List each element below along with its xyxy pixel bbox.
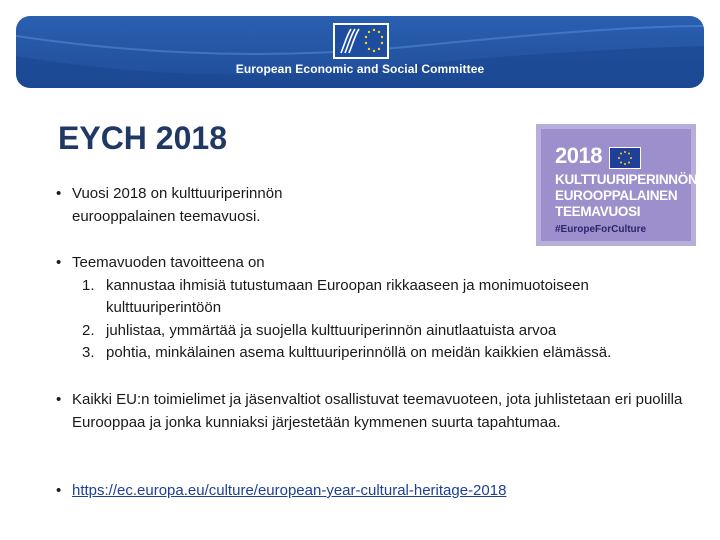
bullet-3-text: Kaikki EU:n toimielimet ja jäsenvaltiot osallistuvat teemavuoteen, jota juhlistetaan eri puolilla Eurooppaa ja jonka kunniaksi järjestetään kymmenen suurta tapahtumaa. bbox=[72, 391, 683, 431]
list-item-text: kannustaa ihmisiä tutustumaan Euroopan rikkaaseen ja monimuotoiseen kulttuuriperintöön bbox=[106, 276, 589, 316]
list-item bbox=[82, 342, 716, 365]
bullet-2-text: Teemavuoden tavoitteena on bbox=[72, 254, 265, 271]
slide-title: EYCH 2018 bbox=[58, 120, 227, 156]
list-item bbox=[82, 275, 716, 320]
bullet-dot: • bbox=[56, 482, 62, 499]
list-item-text: pohtia, minkälainen asema kulttuuriperinnöllä on meidän kaikkien elämässä. bbox=[106, 344, 612, 361]
bullet-dot: • bbox=[56, 391, 62, 408]
badge-hashtag: #EuropeForCulture bbox=[555, 224, 647, 235]
bullet-1 bbox=[56, 183, 346, 228]
culture-heritage-link[interactable]: https://ec.europa.eu/culture/european-year-cultural-heritage-2018 bbox=[72, 482, 507, 499]
list-number: 2. bbox=[82, 321, 95, 339]
eesc-logo-icon bbox=[333, 23, 389, 59]
badge-line-2: EUROOPPALAINEN bbox=[555, 188, 678, 203]
bullet-3 bbox=[56, 389, 686, 434]
badge-line-1: KULTTUURIPERINNÖN bbox=[555, 172, 698, 187]
list-number: 3. bbox=[82, 344, 95, 361]
eych-badge bbox=[536, 124, 696, 246]
bullet-dot: • bbox=[56, 185, 62, 202]
bullet-dot: • bbox=[56, 254, 62, 271]
bullet-4 bbox=[56, 480, 716, 503]
badge-line-3: TEEMAVUOSI bbox=[555, 204, 641, 219]
bullet-2 bbox=[56, 252, 716, 365]
list-item-text: juhlistaa, ymmärtää ja suojella kulttuuriperinnön ainutlaatuista arvoa bbox=[106, 321, 557, 339]
bullet-2-list bbox=[82, 275, 716, 365]
badge-year: 2018 bbox=[555, 143, 602, 168]
list-number: 1. bbox=[82, 276, 95, 294]
list-item bbox=[82, 320, 716, 343]
eu-flag-icon bbox=[609, 147, 641, 169]
bullet-1-text: Vuosi 2018 on kulttuuriperinnön eurooppalainen teemavuosi. bbox=[72, 185, 283, 225]
organization-name: European Economic and Social Committee bbox=[235, 62, 485, 76]
